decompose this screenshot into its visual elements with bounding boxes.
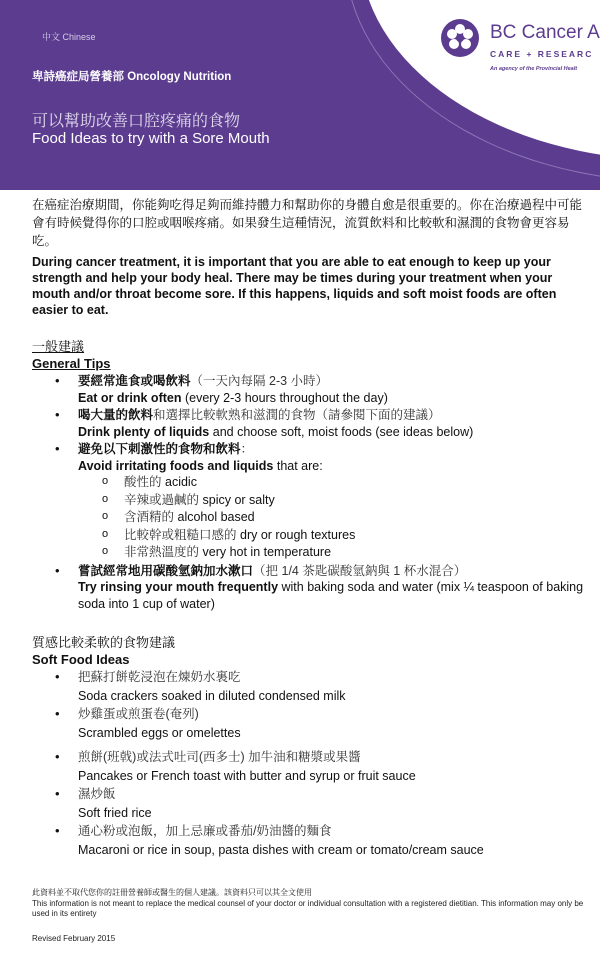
tip-zh-rest: （一天內每隔 2-3 小時） bbox=[190, 374, 329, 388]
avoid-zh: 比較幹或粗糙口感的 bbox=[124, 527, 237, 542]
list-item bbox=[32, 748, 588, 785]
department-name: 卑詩癌症局營養部 Oncology Nutrition bbox=[32, 71, 232, 83]
tip-zh-rest: （把 1/4 茶匙碳酸氫鈉與 1 杯水混合） bbox=[253, 563, 467, 578]
avoid-en: acidic bbox=[161, 475, 197, 489]
list-item bbox=[32, 563, 588, 613]
list-item bbox=[32, 373, 588, 406]
avoid-en: very hot in temperature bbox=[199, 545, 332, 559]
general-tips-heading: General Tips bbox=[32, 356, 111, 371]
list-item bbox=[78, 527, 588, 545]
tip-en-rest: that are: bbox=[273, 458, 323, 473]
tip-en-bold: Try rinsing your mouth frequently bbox=[78, 580, 279, 594]
language-label[interactable]: 中文 Chinese bbox=[42, 32, 96, 42]
tip-zh-rest: ： bbox=[240, 442, 254, 456]
list-item bbox=[78, 509, 588, 527]
food-zh: • 把蘇打餅乾浸泡在煉奶水裏吃 bbox=[78, 670, 241, 684]
revised-date: Revised February 2015 bbox=[32, 934, 116, 943]
logo-text: BC Cancer A bbox=[490, 22, 600, 43]
avoid-zh: 酸性的 bbox=[124, 475, 162, 489]
food-en: Pancakes or French toast with butter and syrup or fruit sauce bbox=[78, 768, 416, 783]
food-en: Soft fried rice bbox=[78, 805, 152, 820]
logo-tagline: An agency of the Provincial Healt bbox=[490, 66, 578, 72]
tip-en-bold: Drink plenty of liquids bbox=[78, 424, 210, 439]
tip-en-bold: Avoid irritating foods and liquids bbox=[78, 458, 274, 473]
food-zh: • 炒雞蛋或煎蛋卷(奄列) bbox=[78, 707, 199, 721]
tip-en-rest: with baking soda and water (mix ¼ teaspoon of baking soda into 1 cup of water) bbox=[78, 580, 584, 611]
avoid-en: dry or rough textures bbox=[236, 527, 356, 542]
page-title-chinese: 可以幫助改善口腔疼痛的食物 bbox=[32, 113, 241, 130]
avoid-list bbox=[78, 474, 588, 562]
tip-zh-bold: 嘗試經常地用碳酸氫鈉加水漱口 bbox=[78, 563, 254, 578]
list-item bbox=[32, 668, 588, 705]
food-en: Scrambled eggs or omelettes bbox=[78, 725, 241, 740]
list-item bbox=[78, 474, 588, 492]
disclaimer-english: This information is not meant to replace the medical counsel of your doctor or individual consultation with a registered dietitian. This information may only be used in its entirety bbox=[32, 898, 584, 918]
soft-food-list bbox=[32, 668, 588, 859]
main-content bbox=[32, 196, 588, 859]
tip-zh-bold: 喝大量的飲料 bbox=[78, 408, 154, 422]
footer-disclaimer bbox=[32, 888, 588, 920]
soft-food-heading-chinese: 質感比較柔軟的食物建議 bbox=[32, 635, 176, 650]
tip-zh-rest: 和選擇比較軟熟和滋潤的食物（請參閱下面的建議） bbox=[153, 408, 441, 422]
avoid-zh: 辛辣或過鹹的 bbox=[124, 492, 200, 507]
avoid-zh: 非常熱溫度的 bbox=[124, 545, 200, 559]
flower-logo-icon bbox=[440, 18, 480, 58]
food-zh: • 濕炒飯 bbox=[78, 787, 116, 801]
list-item bbox=[32, 407, 588, 440]
list-item bbox=[32, 441, 588, 562]
intro-chinese: 在癌症治療期間，你能夠吃得足夠而維持體力和幫助你的身體自愈是很重要的。你在治療過程中可能會有時候覺得你的口腔或咽喉疼痛。如果發生這種情況，流質飲料和比較軟和濕潤的食物會更容易吃。 bbox=[32, 198, 583, 248]
general-tips-list bbox=[32, 373, 588, 612]
header-banner bbox=[0, 0, 600, 190]
tip-en-bold: Eat or drink often bbox=[78, 390, 182, 405]
soft-food-heading: Soft Food Ideas bbox=[32, 652, 130, 667]
list-item bbox=[32, 785, 588, 822]
list-item bbox=[32, 822, 588, 859]
avoid-en: alcohol based bbox=[174, 510, 255, 524]
page-title: Food Ideas to try with a Sore Mouth bbox=[32, 130, 270, 147]
tip-en-rest: (every 2-3 hours throughout the day) bbox=[181, 390, 388, 405]
food-en: Soda crackers soaked in diluted condensed milk bbox=[78, 688, 346, 703]
tip-zh-bold: 要經常進食或喝飲料 bbox=[78, 374, 191, 388]
food-en: Macaroni or rice in soup, pasta dishes with cream or tomato/cream sauce bbox=[78, 842, 484, 857]
list-item bbox=[78, 544, 588, 562]
tip-zh-bold: 避免以下刺激性的食物和飲料 bbox=[78, 442, 241, 456]
logo-subtitle: CARE + RESEARC bbox=[490, 49, 594, 59]
tip-en-rest: and choose soft, moist foods (see ideas below) bbox=[209, 424, 474, 439]
food-zh: • 煎餅(班戟)或法式吐司(西多士) 加牛油和糖漿或果醬 bbox=[78, 750, 361, 764]
avoid-zh: 含酒精的 bbox=[124, 510, 175, 524]
disclaimer-chinese: 此資料並不取代您你的註冊營養師或醫生的個人建議。該資料只可以其全文使用 bbox=[32, 888, 312, 897]
food-zh: • 通心粉或泡飯，加上忌廉或番茄/奶油醬的麵食 bbox=[78, 824, 332, 838]
list-item bbox=[32, 705, 588, 742]
general-tips-heading-chinese: 一般建議 bbox=[32, 339, 85, 354]
list-item bbox=[78, 492, 588, 510]
avoid-en: spicy or salty bbox=[199, 492, 275, 507]
intro-english: During cancer treatment, it is important that you are able to eat enough to keep up your strength and help your body heal. There may be times during your treatment when your mouth and/or throat become sore. If this happens, liquids and soft moist foods are often easier to eat. bbox=[32, 255, 557, 317]
